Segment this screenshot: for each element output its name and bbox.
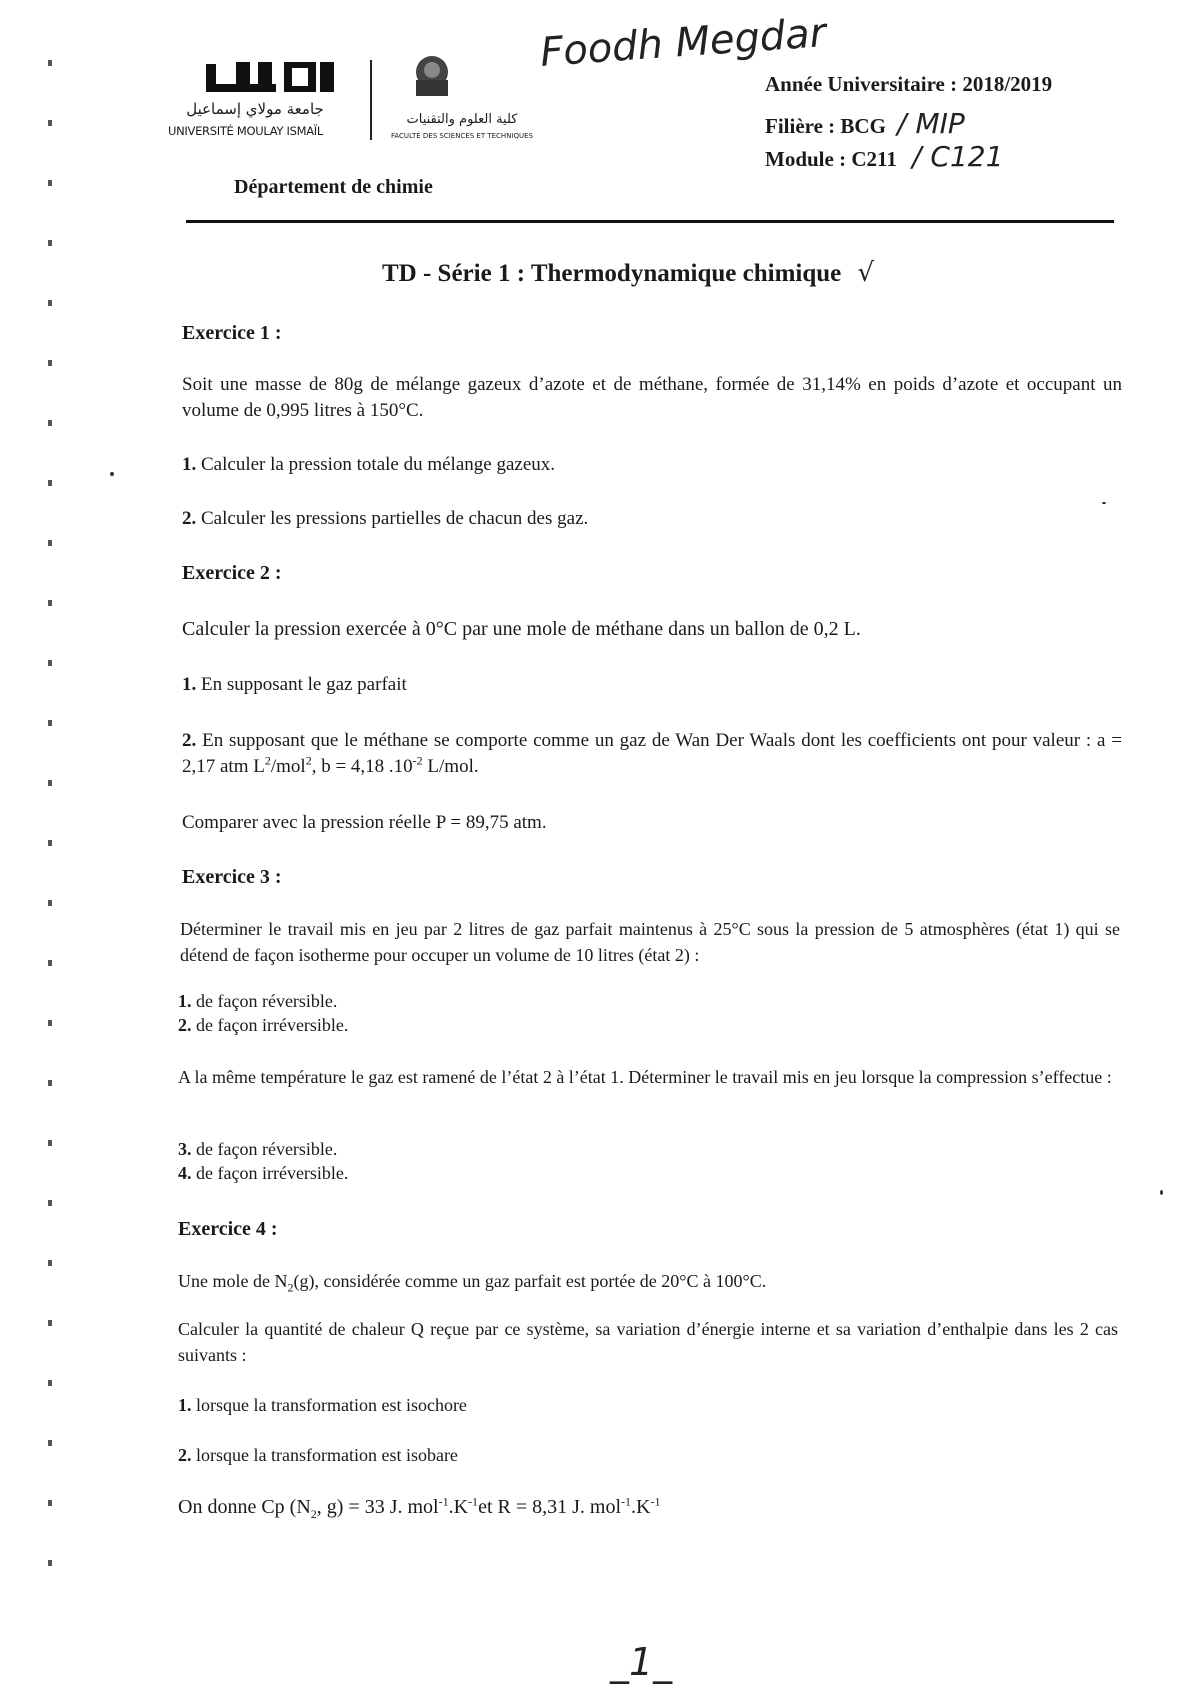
subscript: 2 xyxy=(287,1280,294,1295)
exercise-4-q2 xyxy=(178,1442,1118,1468)
q-text: En supposant que le méthane se comporte comme un gaz de Wan Der Waals dont les coefficients ont pour valeur : a = 2,17 atm L xyxy=(182,730,1123,777)
q-text: Calculer les pressions partielles de chacun des gaz. xyxy=(201,508,589,529)
exercise-4-intro xyxy=(178,1268,1118,1294)
academic-year: Année Universitaire : 2018/2019 xyxy=(765,72,1053,96)
module-handwritten: / C121 xyxy=(912,140,1004,173)
exercise-1-heading: Exercice 1 : xyxy=(182,322,282,344)
umi-logo-icon xyxy=(196,58,346,98)
scan-speck xyxy=(1102,502,1106,504)
q-text: de façon réversible. xyxy=(196,991,338,1011)
superscript: 2 xyxy=(305,753,312,768)
department: Département de chimie xyxy=(234,176,433,198)
q-text: L/mol. xyxy=(422,756,479,777)
q-text: /mol xyxy=(270,756,306,777)
q-number: 4. xyxy=(178,1163,192,1183)
faculty-emblem-icon xyxy=(402,50,462,100)
faculty-logo xyxy=(382,50,542,150)
q-number: 1. xyxy=(178,1395,192,1415)
q-text: de façon irréversible. xyxy=(196,1015,349,1035)
scan-margin-marks xyxy=(48,60,52,1580)
q-text: lorsque la transformation est isobare xyxy=(196,1445,458,1465)
exercise-1-q2 xyxy=(182,506,1122,532)
university-name-arabic: جامعة مولاي إسماعيل xyxy=(186,100,324,118)
q-number: 2. xyxy=(182,730,197,751)
superscript: 2 xyxy=(264,753,271,768)
filiere xyxy=(765,107,965,140)
logo-divider xyxy=(370,60,372,140)
exercise-3-mid: A la même température le gaz est ramené de l’état 2 à l’état 1. Déterminer le travail mis en jeu lorsque la compression s’effectue : xyxy=(178,1067,1112,1087)
q-number: 2. xyxy=(178,1445,192,1465)
superscript: -1 xyxy=(468,1494,479,1509)
exercise-3-intro: Déterminer le travail mis en jeu par 2 litres de gaz parfait maintenus à 25°C sous la pression de 5 atmosphères (état 1) qui se détend de façon isotherme pour occuper un volume de 10 litres (état 2) : xyxy=(180,919,1120,965)
page-number-handwritten: _1_ xyxy=(610,1640,673,1684)
superscript: -1 xyxy=(650,1494,661,1509)
q-number: 1. xyxy=(182,454,197,475)
header-rule xyxy=(186,220,1114,223)
exercise-4-data xyxy=(178,1494,1118,1520)
module-label: Module : C211 xyxy=(765,147,897,171)
q-text: , b = 4,18 .10 xyxy=(311,756,413,777)
faculty-name-french: FACULTÉ DES SCIENCES ET TECHNIQUES xyxy=(390,132,533,140)
page-title xyxy=(382,258,874,288)
module xyxy=(765,140,1003,173)
exercise-2-intro: Calculer la pression exercée à 0°C par une mole de méthane dans un ballon de 0,2 L. xyxy=(182,618,861,640)
filiere-handwritten: / MIP xyxy=(897,107,965,140)
exercise-1-intro: Soit une masse de 80g de mélange gazeux d’azote et de méthane, formée de 31,14% en poids d’azote et occupant un volume de 0,995 litres à 150°C. xyxy=(182,374,1122,421)
subscript: 2 xyxy=(310,1507,317,1521)
superscript: -1 xyxy=(438,1494,449,1509)
text: Une mole de N xyxy=(178,1271,288,1291)
exercise-4-calc: Calculer la quantité de chaleur Q reçue par ce système, sa variation d’énergie interne et sa variation d’enthalpie dans les 2 cas suivants : xyxy=(178,1319,1118,1365)
handwritten-student-name: Foodh Megdar xyxy=(538,10,828,76)
q-text: de façon réversible. xyxy=(196,1139,338,1159)
q-text: Calculer la pression totale du mélange gazeux. xyxy=(201,454,556,475)
exercise-2-q1 xyxy=(182,672,1122,698)
q-text: de façon irréversible. xyxy=(196,1163,349,1183)
exercise-3-q2 xyxy=(178,1014,1118,1036)
q-number: 2. xyxy=(182,508,197,529)
q-number: 3. xyxy=(178,1139,192,1159)
exercise-2-heading: Exercice 2 : xyxy=(182,562,282,584)
exercise-3-q1 xyxy=(178,990,1118,1012)
text: .K xyxy=(448,1496,469,1518)
exercise-2-compare: Comparer avec la pression réelle P = 89,75 atm. xyxy=(182,812,547,833)
exercise-2-q2 xyxy=(182,728,1122,780)
text: .K xyxy=(631,1496,651,1518)
exercise-4-heading: Exercice 4 : xyxy=(178,1218,278,1240)
scan-speck xyxy=(1160,1190,1163,1195)
exercise-3-q4 xyxy=(178,1162,1118,1184)
text: On donne Cp (N xyxy=(178,1496,311,1518)
scan-speck xyxy=(110,472,114,476)
q-number: 1. xyxy=(178,991,192,1011)
text: et R = 8,31 J. mol xyxy=(478,1496,622,1518)
exercise-1-q1 xyxy=(182,452,1122,478)
q-number: 2. xyxy=(178,1015,192,1035)
superscript: -1 xyxy=(621,1494,632,1509)
q-number: 1. xyxy=(182,674,197,695)
faculty-name-arabic: كلية العلوم والتقنيات xyxy=(406,112,518,127)
filiere-label: Filière : BCG xyxy=(765,114,886,138)
exercise-4-q1 xyxy=(178,1392,1118,1418)
university-logo xyxy=(168,58,358,148)
page-title-text: TD - Série 1 : Thermodynamique chimique xyxy=(382,260,842,287)
q-text: En supposant le gaz parfait xyxy=(201,674,407,695)
text: (g), considérée comme un gaz parfait est portée de 20°C à 100°C. xyxy=(293,1271,767,1291)
superscript: -2 xyxy=(412,753,423,768)
exercise-3-q3 xyxy=(178,1138,1118,1160)
university-name-french: UNIVERSITÉ MOULAY ISMAÏL xyxy=(168,124,323,138)
q-text: lorsque la transformation est isochore xyxy=(196,1395,467,1415)
title-checkmark: √ xyxy=(857,258,875,288)
text: , g) = 33 J. mol xyxy=(316,1496,439,1518)
exercise-3-heading: Exercice 3 : xyxy=(182,866,282,888)
